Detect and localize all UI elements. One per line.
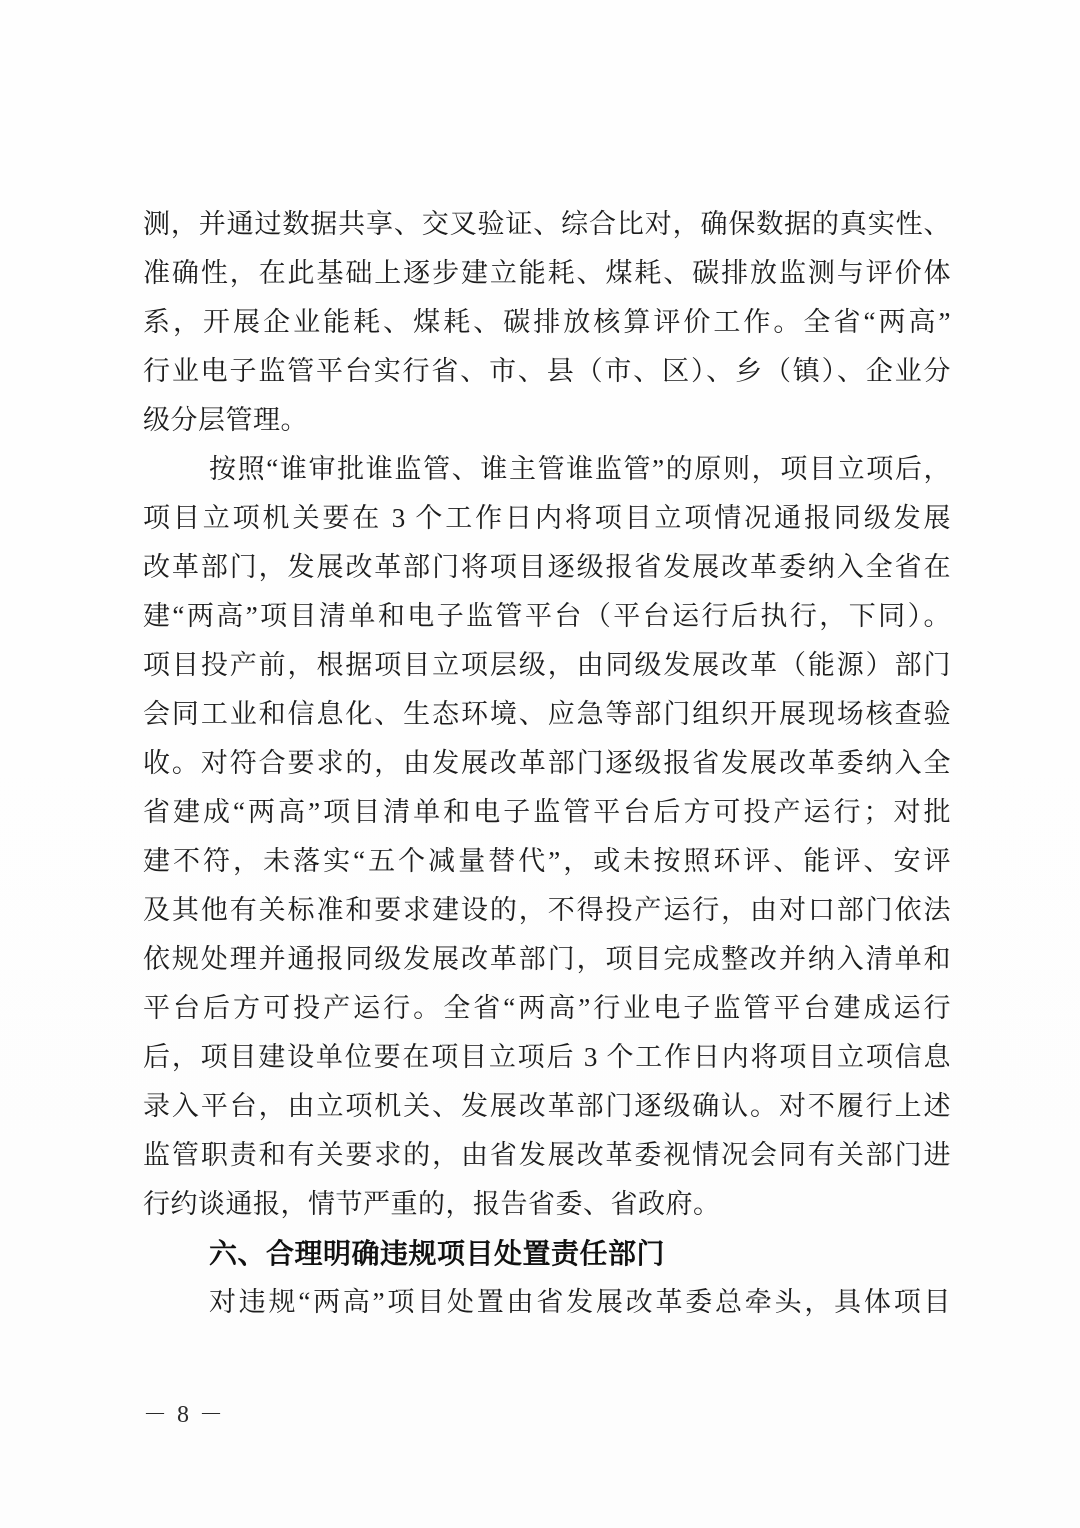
- text-line: 建“两高”项目清单和电子监管平台（平台运行后执行，下同）。: [143, 601, 951, 631]
- text-line: 省建成“两高”项目清单和电子监管平台后方可投产运行；对批: [143, 797, 951, 827]
- text-line: 按照“谁审批谁监管、谁主管谁监管”的原则，项目立项后，: [209, 454, 951, 484]
- text-line: 录入平台，由立项机关、发展改革部门逐级确认。对不履行上述: [143, 1091, 951, 1121]
- text-line: 后，项目建设单位要在项目立项后 3 个工作日内将项目立项信息: [143, 1042, 951, 1072]
- text-line: 准确性，在此基础上逐步建立能耗、煤耗、碳排放监测与评价体: [143, 258, 951, 288]
- text-line: 测，并通过数据共享、交叉验证、综合比对，确保数据的真实性、: [143, 209, 951, 239]
- text-line: 建不符，未落实“五个减量替代”，或未按照环评、能评、安评: [143, 846, 951, 876]
- document-text-block: [143, 200, 951, 1327]
- text-line: 项目立项机关要在 3 个工作日内将项目立项情况通报同级发展: [143, 503, 951, 533]
- page-number: － 8 －: [143, 1402, 225, 1428]
- text-line: 依规处理并通报同级发展改革部门，项目完成整改并纳入清单和: [143, 944, 951, 974]
- text-line: 平台后方可投产运行。全省“两高”行业电子监管平台建成运行: [143, 993, 951, 1023]
- text-line: 对违规“两高”项目处置由省发展改革委总牵头，具体项目: [209, 1287, 951, 1317]
- text-line: 改革部门，发展改革部门将项目逐级报省发展改革委纳入全省在: [143, 552, 951, 582]
- text-line: 行约谈通报，情节严重的，报告省委、省政府。: [143, 1189, 721, 1219]
- text-line: 级分层管理。: [143, 405, 308, 435]
- text-line: 行业电子监管平台实行省、市、县（市、区）、乡（镇）、企业分: [143, 356, 951, 386]
- text-line: 系，开展企业能耗、煤耗、碳排放核算评价工作。全省“两高”: [143, 307, 951, 337]
- text-line: 及其他有关标准和要求建设的，不得投产运行，由对口部门依法: [143, 895, 951, 925]
- text-line: 项目投产前，根据项目立项层级，由同级发展改革（能源）部门: [143, 650, 951, 680]
- text-line: 监管职责和有关要求的，由省发展改革委视情况会同有关部门进: [143, 1140, 951, 1170]
- text-line: 会同工业和信息化、生态环境、应急等部门组织开展现场核查验: [143, 699, 951, 729]
- section-heading: 六、合理明确违规项目处置责任部门: [209, 1238, 666, 1269]
- text-line: 收。对符合要求的，由发展改革部门逐级报省发展改革委纳入全: [143, 748, 951, 778]
